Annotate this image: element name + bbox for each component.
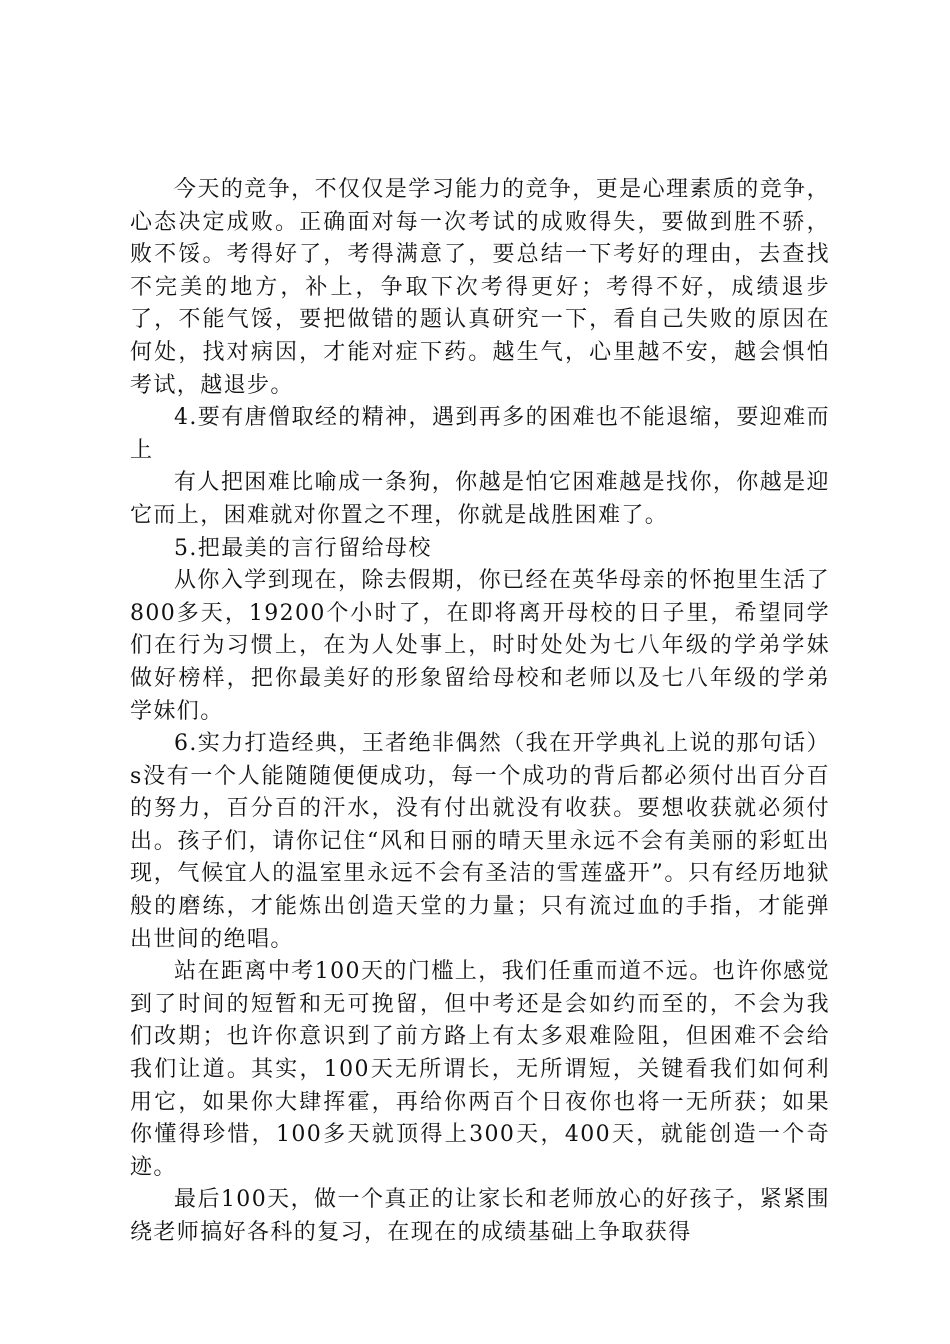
paragraph-heading-4: 4.要有唐僧取经的精神，遇到再多的困难也不能退缩，要迎难而上 — [130, 405, 830, 463]
paragraph-difficulty: 有人把困难比喻成一条狗，你越是怕它困难越是找你，你越是迎它而上，困难就对你置之不理，你就是战胜困难了。 — [130, 470, 830, 528]
paragraph-100-days: 站在距离中考100天的门槛上，我们任重而道不远。也许你感觉到了时间的短暂和无可挽留，但中考还是会如约而至的，不会为我们改期；也许你意识到了前方路上有太多艰难险阻，但困难不会给我们让道。其实，100天无所谓长，无所谓短，关键看我们如何利用它，如果你大肆挥霍，再给你两百个日夜你也将一无所获；如果你懂得珍惜，100多天就顶得上300天，400天，就能创造一个奇迹。 — [130, 959, 830, 1180]
paragraph-school: 从你入学到现在，除去假期，你已经在英华母亲的怀抱里生活了800多天，19200个小时了，在即将离开母校的日子里，希望同学们在行为习惯上，在为人处事上，时时处处为七八年级的学弟学妹做好榜样，把你最美好的形象留给母校和老师以及七八年级的学弟学妹们。 — [130, 568, 830, 724]
paragraph-heading-6: 6.实力打造经典，王者绝非偶然（我在开学典礼上说的那句话）s没有一个人能随随便便成功，每一个成功的背后都必须付出百分百的努力，百分百的汗水，没有付出就没有收获。要想收获就必须付出。孩子们，请你记住“风和日丽的晴天里永远不会有美丽的彩虹出现，气候宜人的温室里永远不会有圣洁的雪莲盛开”。只有经历地狱般的磨练，才能炼出创造天堂的力量；只有流过血的手指，才能弹出世间的绝唱。 — [130, 731, 830, 952]
paragraph-mindset: 今天的竞争，不仅仅是学习能力的竞争，更是心理素质的竞争，心态决定成败。正确面对每一次考试的成败得失，要做到胜不骄，败不馁。考得好了，考得满意了，要总结一下考好的理由，去查找不完美的地方，补上，争取下次考得更好；考得不好，成绩退步了，不能气馁，要把做错的题认真研究一下，看自己失败的原因在何处，找对病因，才能对症下药。越生气，心里越不安，越会惧怕考试，越退步。 — [130, 177, 830, 398]
document-body — [130, 174, 830, 1250]
paragraph-last-100-days: 最后100天，做一个真正的让家长和老师放心的好孩子，紧紧围绕老师搞好各科的复习，在现在的成绩基础上争取获得 — [130, 1187, 830, 1245]
paragraph-heading-5: 5.把最美的言行留给母校 — [174, 535, 432, 561]
